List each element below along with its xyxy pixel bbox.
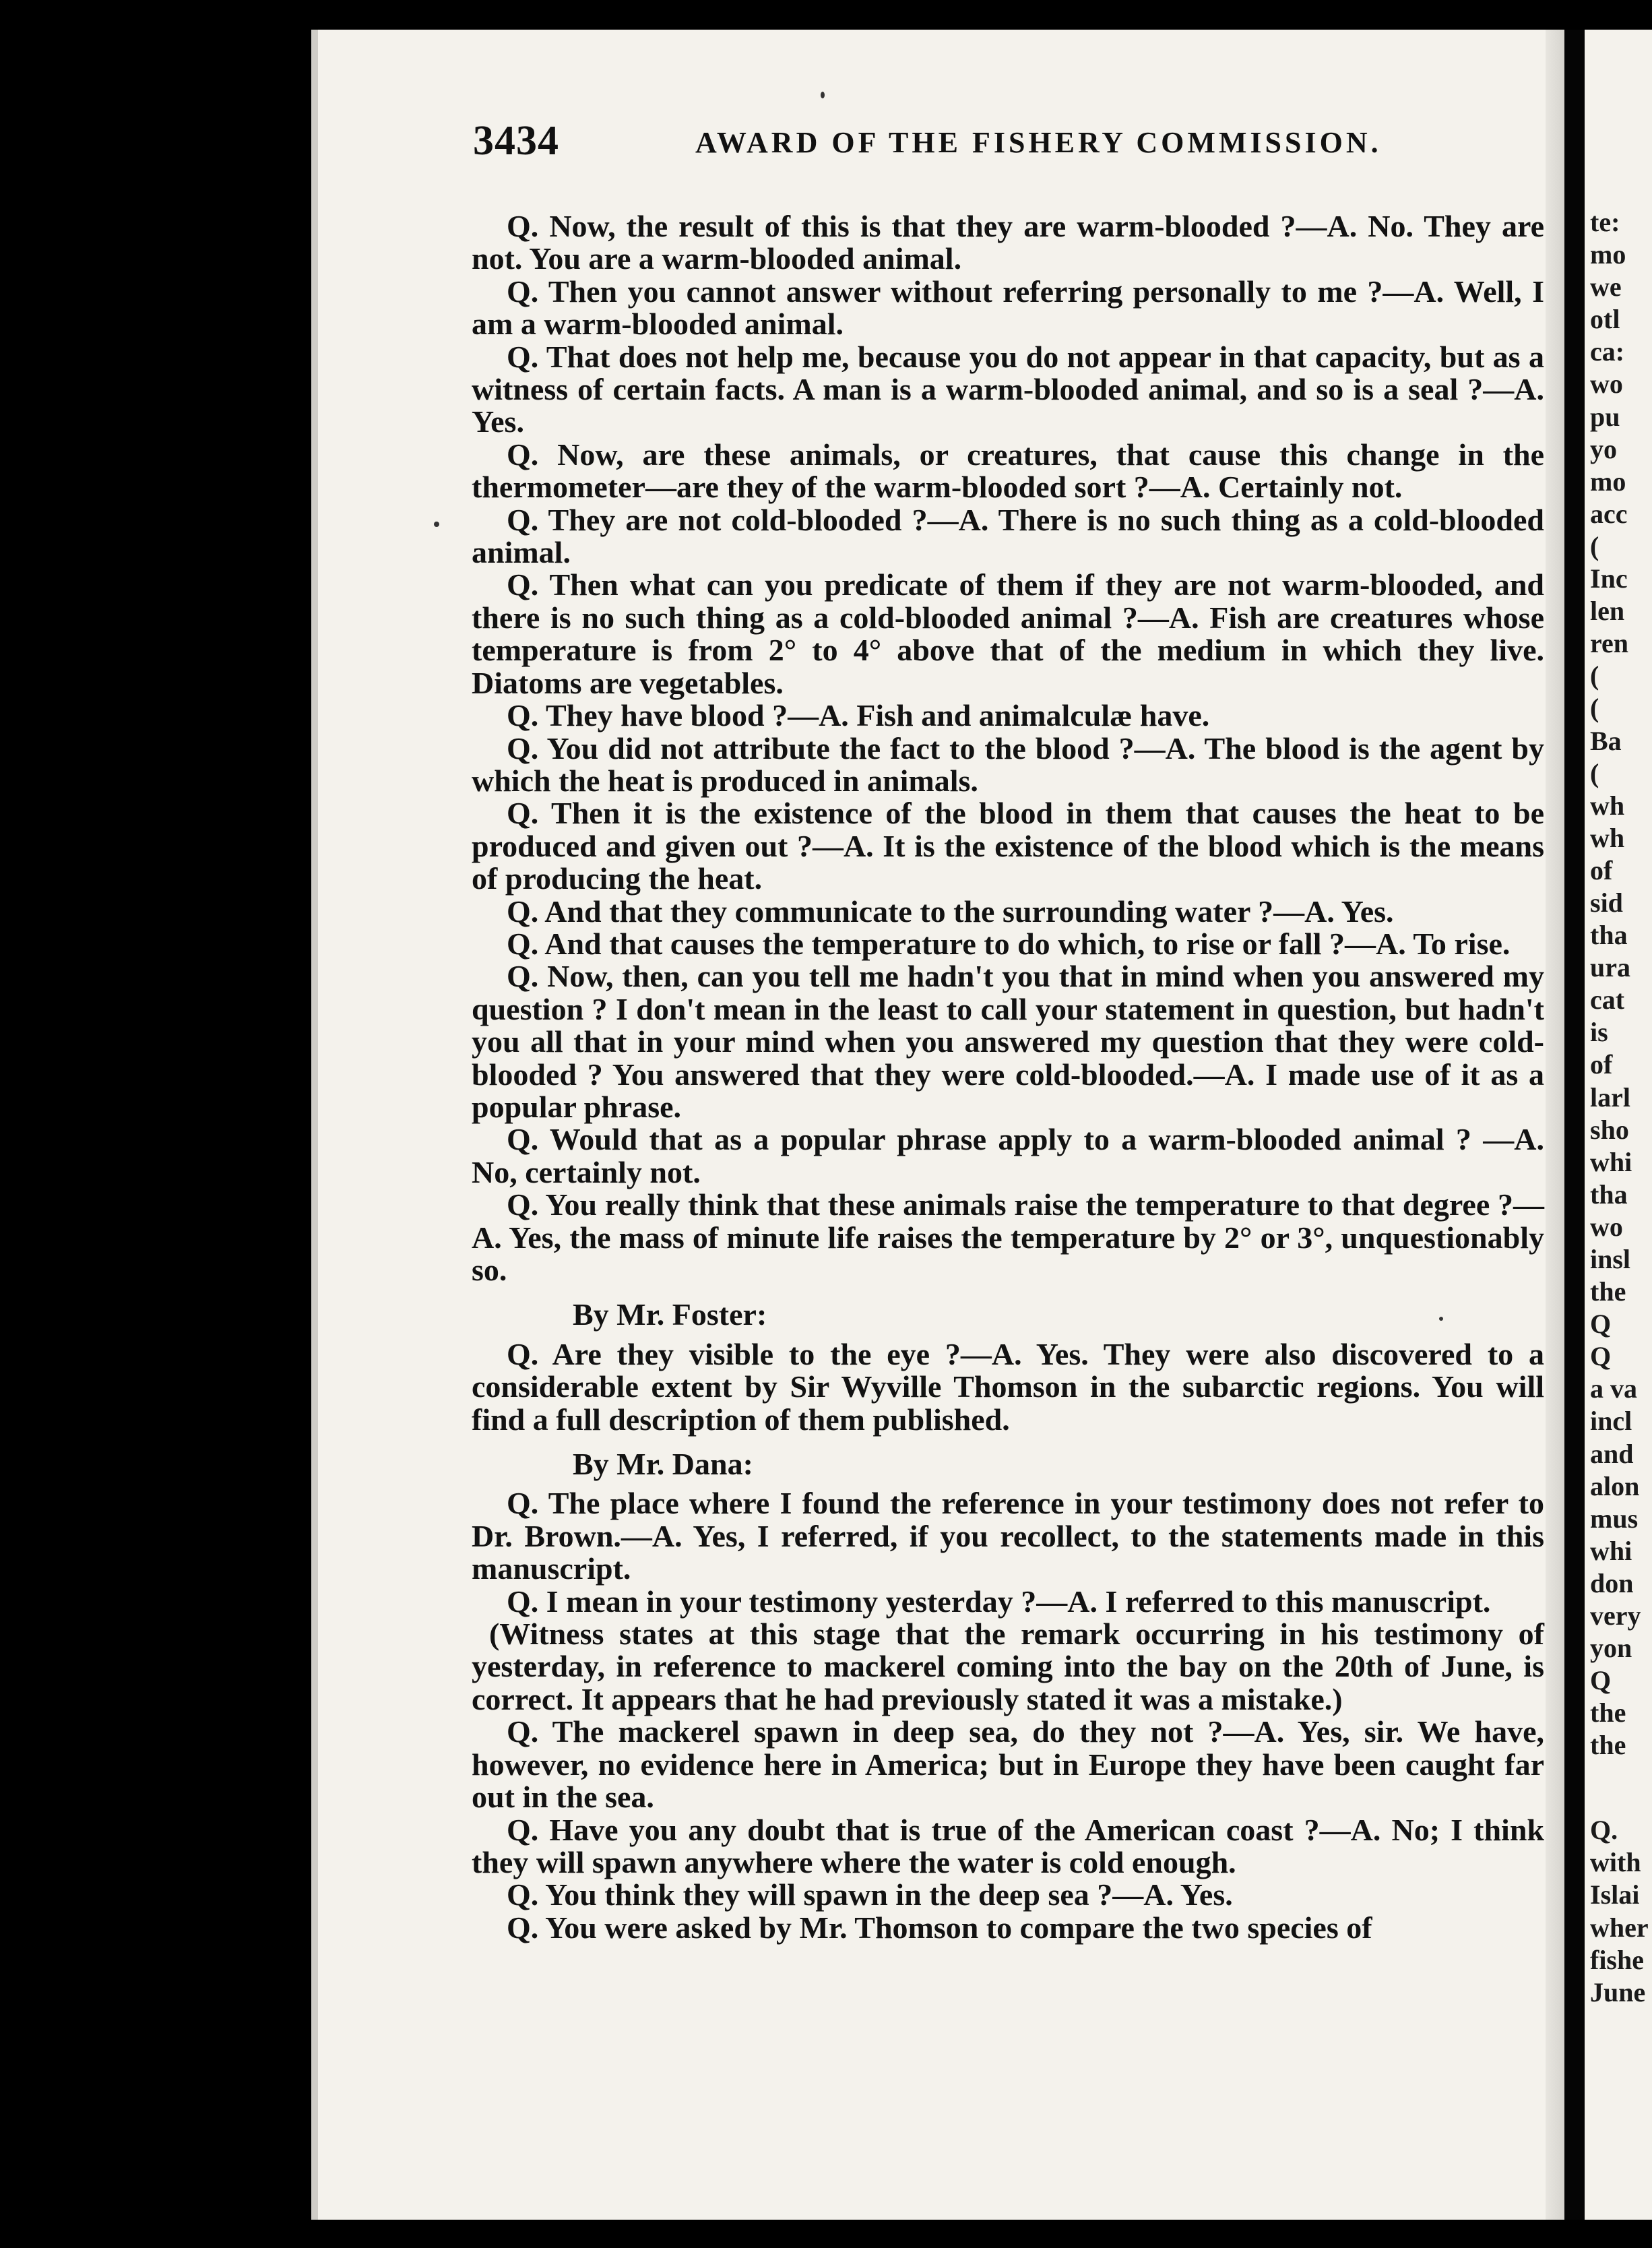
print-speck xyxy=(821,92,825,98)
fragment-line: very xyxy=(1590,1600,1641,1631)
qa-paragraph: Q. That does not help me, because you do not appear in that capacity, but as a witness of certain facts. A man is a warm-blooded animal, and so is a seal ?—A. Yes. xyxy=(472,339,1544,439)
fragment-line: June xyxy=(1590,1976,1646,2007)
qa-paragraph: Q. I mean in your testimony yesterday ?—A. I referred to this manuscript. xyxy=(507,1584,1491,1619)
fragment-line: cat xyxy=(1590,985,1625,1016)
fragment-line: wo xyxy=(1590,1211,1623,1242)
fragment-line: Q xyxy=(1590,1665,1612,1696)
fragment-line: sid xyxy=(1590,887,1623,918)
fragment-line: the xyxy=(1590,1697,1626,1728)
fragment-line: and xyxy=(1590,1438,1634,1469)
qa-paragraph: Q. Now, the result of this is that they are warm-blooded ?—A. No. They are not. You are a warm-blooded animal. xyxy=(472,209,1544,276)
fragment-line: Ba xyxy=(1590,725,1622,756)
qa-paragraph: Q. They have blood ?—A. Fish and animalculæ have. xyxy=(507,698,1210,733)
fragment-line: with xyxy=(1590,1847,1641,1878)
qa-paragraph: Q. The place where I found the reference in your testimony does not refer to Dr. Brown.—A. Yes, I referred, if you recollect, to the statements made in this manuscript. xyxy=(472,1486,1544,1586)
fragment-line: sho xyxy=(1590,1114,1629,1145)
qa-paragraph: Q. Now, then, can you tell me hadn't you that in mind when you answered my question ? I don't mean in the least to call your statement in question, but hadn't you all that in your mind when you answered my question that they were cold-blooded ? You answered that they were cold-blooded.—A. I made use of it as a popular phrase. xyxy=(472,959,1544,1124)
qa-paragraph: Q. You really think that these animals raise the temperature to that degree ?—A. Yes, the mass of minute life raises the temperature by 2° or 3°, unquestionably so. xyxy=(472,1187,1544,1287)
fragment-line: alon xyxy=(1590,1470,1640,1501)
fragment-line: wh xyxy=(1590,790,1625,821)
fragment-line: ( xyxy=(1590,757,1599,788)
qa-paragraph: Q. You think they will spawn in the deep sea ?—A. Yes. xyxy=(507,1877,1233,1912)
fragment-line: whi xyxy=(1590,1535,1632,1566)
qa-paragraph: Q. Now, are these animals, or creatures, that cause this change in the thermometer—are they of the warm-blooded sort ?—A. Certainly not. xyxy=(472,437,1544,505)
fragment-line: of xyxy=(1590,1049,1613,1080)
fragment-line: ( xyxy=(1590,530,1599,561)
qa-paragraph: Q. Would that as a popular phrase apply to a warm-blooded animal ? —A. No, certainly not. xyxy=(472,1122,1544,1189)
print-speck xyxy=(434,522,439,527)
fragment-line: yo xyxy=(1590,433,1617,464)
fragment-line: the xyxy=(1590,1730,1626,1761)
fragment-line: otl xyxy=(1590,304,1620,335)
fragment-line: tha xyxy=(1590,1179,1628,1210)
qa-paragraph: Q. Then what can you predicate of them if they are not warm-blooded, and there is no such thing as a cold-blooded animal ?—A. Fish are creatures whose temperature is from 2° to 4° above that of the medium in which they live. Diatoms are vegetables. xyxy=(472,567,1544,700)
book-gutter xyxy=(1564,30,1585,2220)
fragment-line: the xyxy=(1590,1276,1626,1307)
fragment-line: ura xyxy=(1590,952,1630,983)
fragment-line: tha xyxy=(1590,920,1628,951)
running-head: AWARD OF THE FISHERY COMMISSION. xyxy=(695,126,1382,159)
fragment-line: wher xyxy=(1590,1912,1649,1943)
fragment-line: Inc xyxy=(1590,563,1628,594)
fragment-line: pu xyxy=(1590,401,1620,432)
fragment-line: yon xyxy=(1590,1633,1632,1664)
fragment-line: Q xyxy=(1590,1341,1612,1372)
right-page-edge xyxy=(1585,30,1652,2220)
qa-paragraph: Q. And that they communicate to the surrounding water ?—A. Yes. xyxy=(507,894,1394,929)
fragment-line: ca: xyxy=(1590,336,1625,367)
fragment-line: is xyxy=(1590,1017,1608,1048)
fragment-line: whi xyxy=(1590,1146,1632,1177)
qa-paragraph: Q. The mackerel spawn in deep sea, do they not ?—A. Yes, sir. We have, however, no evidence here in America; but in Europe they have been caught far out in the sea. xyxy=(472,1714,1544,1815)
qa-paragraph: Q. They are not cold-blooded ?—A. There is no such thing as a cold-blooded animal. xyxy=(472,502,1544,570)
fragment-line: we xyxy=(1590,272,1622,303)
fragment-line: Islai xyxy=(1590,1879,1640,1910)
qa-paragraph: Q. Are they visible to the eye ?—A. Yes. They were also discovered to a considerable extent by Sir Wyville Thomson in the subarctic regions. You will find a full description of them published. xyxy=(472,1336,1544,1437)
testimony-text xyxy=(472,210,1544,1944)
page-number: 3434 xyxy=(473,118,559,164)
print-speck xyxy=(1439,1317,1443,1321)
fragment-line: mo xyxy=(1590,466,1626,497)
fragment-line: ( xyxy=(1590,660,1599,691)
fragment-line: a va xyxy=(1590,1373,1637,1404)
fragment-line: larl xyxy=(1590,1082,1630,1113)
fragment-line: insl xyxy=(1590,1244,1631,1274)
fragment-line: of xyxy=(1590,854,1613,885)
fragment-line: len xyxy=(1590,596,1625,627)
left-page xyxy=(311,30,1564,2220)
fragment-line: te: xyxy=(1590,207,1620,237)
page-header xyxy=(473,117,1645,164)
examiner-byline: By Mr. Dana: xyxy=(573,1447,753,1482)
qa-paragraph: Q. Then it is the existence of the blood in them that causes the heat to be produced and given out ?—A. It is the existence of the blood which is the means of producing the heat. xyxy=(472,796,1544,896)
fragment-line: Q. xyxy=(1590,1815,1618,1845)
parenthetical-note: (Witness states at this stage that the remark occurring in his testimony of yesterday, in reference to mackerel coming into the bay on the 20th of June, is correct. It appears that he had previously stated it was a mistake.) xyxy=(472,1617,1544,1716)
fragment-line: ( xyxy=(1590,693,1599,724)
fragment-line: incl xyxy=(1590,1406,1632,1437)
qa-paragraph: Q. You were asked by Mr. Thomson to compare the two species of xyxy=(507,1910,1372,1945)
right-page-fragments-top xyxy=(1590,206,1652,1762)
fragment-line: fishe xyxy=(1590,1944,1644,1975)
qa-paragraph: Q. And that causes the temperature to do which, to rise or fall ?—A. To rise. xyxy=(507,926,1511,961)
fragment-line: Q xyxy=(1590,1309,1612,1340)
qa-paragraph: Q. Have you any doubt that is true of the American coast ?—A. No; I think they will spawn anywhere where the water is cold enough. xyxy=(472,1812,1544,1879)
fragment-line: don xyxy=(1590,1567,1634,1598)
fragment-line: wo xyxy=(1590,369,1623,400)
fragment-line: mo xyxy=(1590,239,1626,270)
qa-paragraph: Q. You did not attribute the fact to the blood ?—A. The blood is the agent by which the heat is produced in animals. xyxy=(472,730,1544,798)
fragment-line: ren xyxy=(1590,628,1629,659)
qa-paragraph: Q. Then you cannot answer without referring personally to me ?—A. Well, I am a warm-blooded animal. xyxy=(472,274,1544,342)
fragment-line: wh xyxy=(1590,822,1625,853)
fragment-line: mus xyxy=(1590,1503,1639,1534)
fragment-line: acc xyxy=(1590,498,1628,529)
right-page-fragments-bottom xyxy=(1590,1814,1652,2009)
examiner-byline: By Mr. Foster: xyxy=(573,1297,767,1332)
